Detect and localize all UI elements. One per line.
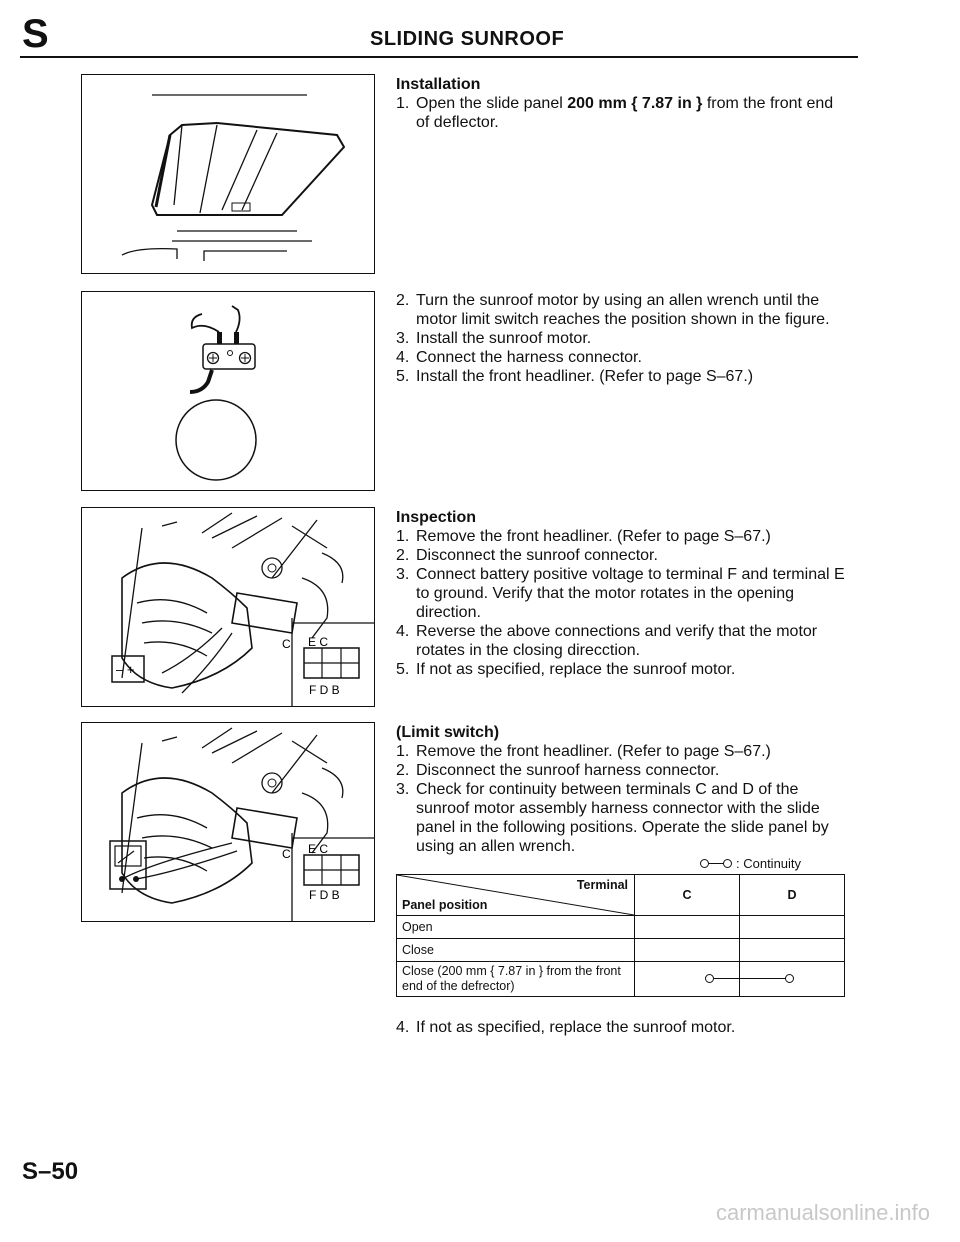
continuity-terminal-icon bbox=[705, 974, 714, 983]
installation-heading: Installation bbox=[396, 76, 481, 93]
table-row bbox=[397, 916, 845, 939]
page-title: SLIDING SUNROOF bbox=[370, 28, 565, 50]
table-header-row bbox=[397, 875, 845, 916]
connector-terminal-labels-bottom: F D B bbox=[309, 683, 340, 697]
sunroof-panel-illustration bbox=[82, 75, 374, 273]
list-item bbox=[396, 94, 846, 132]
header-terminal: Terminal bbox=[576, 878, 628, 892]
limit-switch-illustration bbox=[82, 292, 374, 490]
connector-terminal-labels-bottom: F D B bbox=[309, 888, 340, 902]
column-header-d: D bbox=[740, 875, 845, 916]
continuity-terminal-icon bbox=[785, 974, 794, 983]
page-number: S–50 bbox=[22, 1158, 79, 1185]
continuity-symbol-icon bbox=[700, 859, 732, 868]
row-label: Close bbox=[397, 939, 635, 962]
list-item: 3. Check for continuity between terminals C and D of the sunroof motor assembly harness connector with the slide panel in the following positions. Operate the slide panel by using an allen wrench. bbox=[396, 781, 829, 855]
list-item: 3. Connect battery positive voltage to terminal F and terminal E to ground. Verify that the motor rotates in the opening direction. bbox=[396, 566, 845, 621]
continuity-cell-c bbox=[635, 962, 740, 997]
connector-terminal-labels-top: E C bbox=[308, 842, 329, 856]
list-item: 2. Disconnect the sunroof harness connector. bbox=[396, 762, 720, 779]
list-item: 4. If not as specified, replace the sunroof motor. bbox=[396, 1019, 736, 1036]
row-label: Open bbox=[397, 916, 635, 939]
figure-continuity-check bbox=[81, 722, 375, 922]
step-measurement: 200 mm { 7.87 in } bbox=[567, 95, 703, 112]
list-item: 4. Reverse the above connections and verify that the motor rotates in the closing direcction. bbox=[396, 623, 818, 659]
section-letter: S bbox=[22, 12, 49, 56]
list-item: 1. Remove the front headliner. (Refer to page S–67.) bbox=[396, 528, 771, 545]
header-rule bbox=[20, 56, 858, 58]
installation-continued bbox=[396, 291, 846, 386]
connector-side-label: C bbox=[282, 847, 291, 861]
battery-label: – + bbox=[116, 662, 135, 677]
list-item: 1. Remove the front headliner. (Refer to page S–67.) bbox=[396, 743, 771, 760]
limit-switch-section bbox=[396, 723, 846, 856]
list-item: 2. Turn the sunroof motor by using an allen wrench until the motor limit switch reaches the position shown in the figure. bbox=[396, 292, 830, 328]
watermark: carmanualsonline.info bbox=[715, 1200, 930, 1225]
continuity-check-illustration bbox=[82, 723, 374, 921]
connector-terminal-labels-top: E C bbox=[308, 635, 329, 649]
list-item: 5. If not as specified, replace the sunroof motor. bbox=[396, 661, 736, 678]
inspection-heading: Inspection bbox=[396, 509, 477, 526]
connector-side-label: C bbox=[282, 637, 291, 651]
motor-inspection-illustration bbox=[82, 508, 374, 706]
continuity-table bbox=[396, 874, 845, 997]
figure-motor-inspection bbox=[81, 507, 375, 707]
row-label: Close (200 mm { 7.87 in } from the front end of the defrector) bbox=[397, 962, 635, 997]
table-row bbox=[397, 939, 845, 962]
header-panel-position: Panel position bbox=[402, 898, 488, 912]
list-item: 3. Install the sunroof motor. bbox=[396, 330, 592, 347]
list-item: 4. Connect the harness connector. bbox=[396, 349, 642, 366]
step-text: Open the slide panel 200 mm { 7.87 in } from the front end of deflector. bbox=[416, 95, 834, 131]
continuity-legend-label: : Continuity bbox=[736, 856, 802, 871]
list-item: 5. Install the front headliner. (Refer to page S–67.) bbox=[396, 368, 754, 385]
figure-sunroof-panel bbox=[81, 74, 375, 274]
limit-switch-heading: (Limit switch) bbox=[396, 724, 500, 741]
limit-switch-final-step bbox=[396, 1018, 846, 1037]
figure-limit-switch bbox=[81, 291, 375, 491]
list-item: 2. Disconnect the sunroof connector. bbox=[396, 547, 658, 564]
diagonal-header-cell bbox=[397, 875, 635, 916]
inspection-section bbox=[396, 508, 846, 679]
continuity-cell-d bbox=[740, 962, 845, 997]
table-row bbox=[397, 962, 845, 997]
step-number: 1. bbox=[396, 95, 410, 112]
column-header-c: C bbox=[635, 875, 740, 916]
continuity-legend bbox=[700, 856, 801, 871]
installation-section bbox=[396, 75, 846, 132]
